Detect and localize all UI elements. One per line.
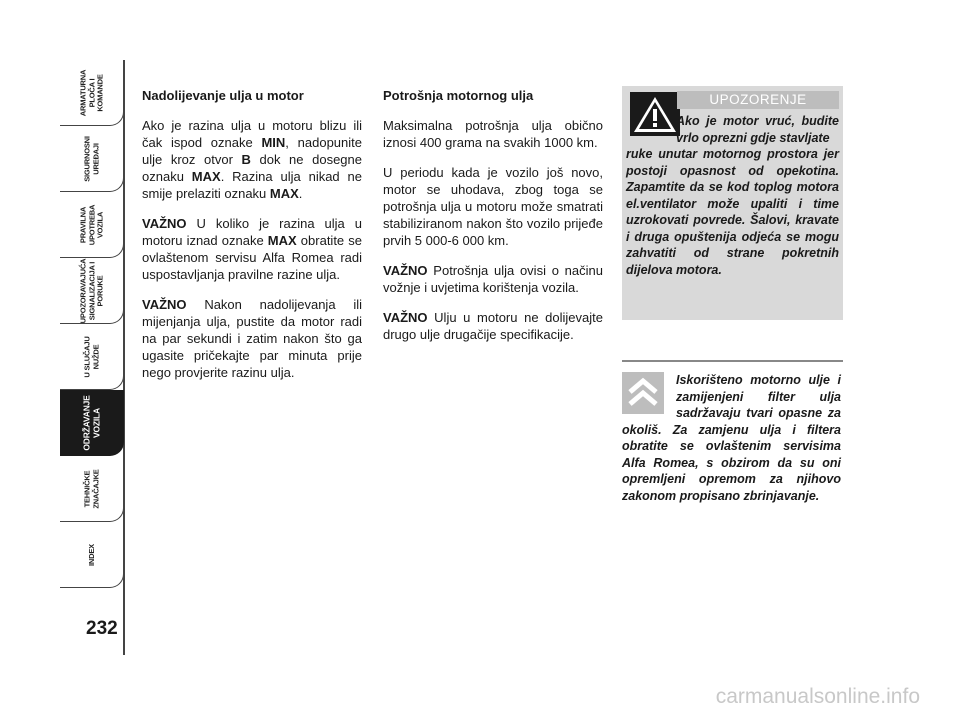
tab-safety[interactable] bbox=[60, 126, 124, 192]
paragraph bbox=[142, 215, 362, 283]
text: obratite se ovlaštenom servisu Alfa Romea radi uspostavljanja pravilne razine ulja. bbox=[142, 233, 362, 282]
important-label: VAŽNO bbox=[383, 263, 428, 278]
environment-text bbox=[622, 372, 841, 504]
recycle-chevron-icon bbox=[622, 372, 664, 414]
column-oil-topup bbox=[142, 87, 362, 394]
text: . Razina ulja nikad ne smije prelaziti oznaku bbox=[142, 169, 362, 201]
warning-box bbox=[622, 86, 843, 320]
environment-text-rest: za okoliš. Za zamjenu ulja i filtera obratite se ovlaštenim servisima Alfa Romea, s obzirom da su oni opremljeni opremom za njihovo zakonom propisano zbrinjavanje. bbox=[622, 406, 841, 503]
text-bold: B bbox=[241, 152, 251, 167]
tab-label: SIGURNOSNI UREĐAJI bbox=[82, 135, 100, 182]
paragraph bbox=[142, 296, 362, 381]
tab-label: ODRŽAVANJE VOZILA bbox=[81, 394, 101, 451]
warning-title: UPOZORENJE bbox=[709, 92, 807, 107]
text-bold: MAX bbox=[267, 233, 297, 248]
warning-text-rest: ruke unutar motornog prostora jer postoji opasnost od opekotina. Zapamtite da se kod toplog motora el.ventilator može upaliti i time uzrokovati povrede. Šalovi, kravate i druga opuštenija odjeća se mogu zahvatiti od strane pokretnih dijelova motora. bbox=[626, 147, 839, 277]
text: U koliko je razina ulja u motoru iznad oznake bbox=[142, 216, 362, 248]
tab-label: INDEX bbox=[86, 543, 96, 566]
important-label: VAŽNO bbox=[142, 297, 187, 312]
text: Nakon nadolijevanja ili mijenjanja ulja, pustite da motor radi na par sekundi i zatim nakon što ga ugasite pričekajte par minuta prije nego provjerite razinu ulja. bbox=[142, 297, 362, 380]
text-bold: MAX bbox=[191, 169, 221, 184]
text: . bbox=[298, 186, 303, 201]
tab-label: ARMATURNA PLOČA I KOMANDE bbox=[77, 69, 104, 116]
tab-label: U SLUČAJU NUŽDE bbox=[82, 335, 100, 378]
text: Potrošnja ulja ovisi o načinu vožnje i uvjetima korištenja vozila. bbox=[383, 263, 603, 295]
text: , nadopunite ulje kroz otvor bbox=[142, 135, 362, 167]
tab-label: TEHNIČKE ZNAČAJKE bbox=[82, 468, 100, 509]
environment-note bbox=[622, 360, 843, 502]
watermark: carmanualsonline.info bbox=[715, 685, 920, 708]
important-label: VAŽNO bbox=[383, 310, 428, 325]
warning-text bbox=[626, 113, 839, 278]
paragraph: U periodu kada je vozilo još novo, motor se uhodava, zbog toga se potrošnja ulja u motoru može smatrati stabiliziranom nakon što vozilo prijeđe prvih 5 000-6 000 km. bbox=[383, 165, 603, 248]
text-bold: MAX bbox=[269, 186, 299, 201]
warning-text-lead: Ako je motor vruć, budite vrlo oprezni gdje stavljate bbox=[676, 114, 839, 145]
page-number: 232 bbox=[86, 618, 118, 639]
important-label: VAŽNO bbox=[142, 216, 187, 231]
environment-text-lead: Iskorišteno motorno ulje i zamijenjeni filter ulja sadržavaju tvari opasne bbox=[676, 373, 841, 420]
tab-emergency[interactable] bbox=[60, 324, 124, 390]
paragraph bbox=[383, 309, 603, 343]
paragraph: Maksimalna potrošnja ulja obično iznosi 400 grama na svakih 1000 km. bbox=[383, 118, 603, 150]
warning-title-bar bbox=[677, 91, 839, 109]
tab-warning-lights[interactable] bbox=[60, 258, 124, 324]
tab-label: PRAVILNA UPOTREBA VOZILA bbox=[77, 204, 104, 245]
text: Ako je razina ulja u motoru blizu ili čak ispod oznake bbox=[142, 118, 362, 150]
text-bold: MIN bbox=[261, 135, 286, 150]
tab-correct-use[interactable] bbox=[60, 192, 124, 258]
paragraph bbox=[383, 262, 603, 296]
tab-maintenance[interactable] bbox=[60, 390, 124, 456]
tab-instrument-panel[interactable] bbox=[60, 60, 124, 126]
column-oil-consumption bbox=[383, 87, 603, 356]
tab-technical-specs[interactable] bbox=[60, 456, 124, 522]
text: Ulju u motoru ne dolijevajte drugo ulje drugačije specifikacije. bbox=[383, 310, 603, 342]
text: dok ne dosegne oznaku bbox=[142, 152, 362, 184]
tab-index[interactable] bbox=[60, 522, 124, 588]
section-heading: Potrošnja motornog ulja bbox=[383, 88, 534, 103]
paragraph bbox=[142, 117, 362, 202]
tab-label: UPOZORAVAJUĆA SIGNALIZACIJA I PORUKE bbox=[77, 258, 104, 323]
section-heading: Nadolijevanje ulja u motor bbox=[142, 88, 304, 103]
